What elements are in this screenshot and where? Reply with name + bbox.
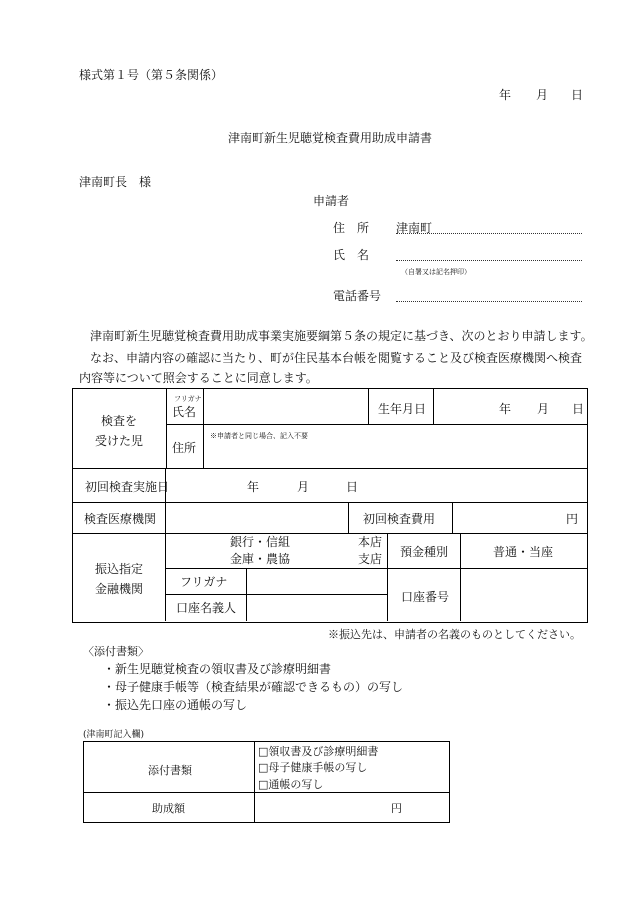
table-line [254, 741, 255, 822]
account-number-field[interactable] [462, 570, 584, 619]
child-name-field[interactable] [205, 390, 367, 422]
table-line [387, 533, 388, 621]
transfer-label-2: 金融機関 [95, 582, 144, 596]
table-line [166, 388, 167, 468]
table-line [387, 568, 587, 569]
date-month-label: 月 [536, 88, 549, 102]
checkbox-passbook[interactable]: □通帳の写し [258, 778, 324, 791]
birth-day-label: 日 [572, 402, 585, 416]
bank-type-line1: 銀行・信組 [230, 535, 291, 549]
branch-line2: 支店 [358, 552, 383, 566]
first-exam-year-label: 年 [247, 480, 260, 494]
first-exam-cost-yen: 円 [566, 512, 579, 526]
applicant-label: 申請者 [313, 194, 350, 208]
table-line [460, 533, 461, 621]
subsidy-yen: 円 [391, 802, 402, 815]
table-line [72, 502, 587, 503]
phone-field[interactable] [396, 301, 582, 302]
date-day-label: 日 [571, 88, 584, 102]
first-exam-day-label: 日 [346, 480, 359, 494]
attachment-item: ・新生児聴覚検査の領収書及び診療明細書 [103, 662, 332, 676]
attachment-item: ・振込先口座の通帳の写し [103, 698, 248, 712]
examined-child-label-1: 検査を [101, 414, 138, 428]
branch-line1: 本店 [358, 535, 383, 549]
table-line [165, 533, 166, 621]
child-name-label: 氏名 [172, 405, 197, 419]
account-holder-label: 口座名義人 [176, 601, 237, 615]
town-attached-docs-label: 添付書類 [148, 764, 192, 777]
account-holder-field[interactable] [248, 596, 385, 619]
account-number-label: 口座番号 [401, 590, 450, 604]
table-line [166, 424, 587, 425]
name-field[interactable] [396, 260, 582, 261]
table-line [452, 502, 453, 533]
checkbox-maternal-handbook[interactable]: □母子健康手帳の写し [258, 761, 368, 774]
furigana-field[interactable] [248, 570, 385, 592]
deposit-type-label: 預金種別 [400, 545, 449, 559]
transfer-label-1: 振込指定 [95, 562, 144, 576]
body-paragraph-2-line1: なお、申請内容の確認に当たり、町が住民基本台帳を閲覧すること及び検査医療機関へ検査 [90, 351, 583, 365]
furigana-label: フリガナ [180, 575, 228, 589]
furigana-small-label: フリガナ [174, 395, 202, 403]
birth-year-label: 年 [499, 402, 512, 416]
table-line [166, 594, 387, 595]
applicant-address-label: 住 所 [333, 221, 370, 235]
address-underline [396, 233, 582, 234]
table-line [72, 533, 587, 534]
examined-child-label-2: 受けた児 [95, 434, 144, 448]
table-line [348, 502, 349, 533]
first-exam-cost-label: 初回検査費用 [363, 512, 436, 526]
first-exam-cost-field[interactable] [454, 504, 562, 531]
attachment-item: ・母子健康手帳等（検査結果が確認できるもの）の写し [103, 680, 404, 694]
table-line [166, 568, 387, 569]
body-paragraph-2-line2: 内容等について照会することに同意します。 [79, 371, 318, 385]
applicant-address-value[interactable]: 津南町 [396, 221, 433, 235]
applicant-name-label: 氏 名 [333, 248, 370, 262]
child-address-note: ※申請者と同じ場合、記入不要 [210, 432, 308, 440]
date-year-label: 年 [499, 88, 512, 102]
subsidy-amount-label: 助成額 [152, 802, 185, 815]
exam-institution-field[interactable] [167, 504, 346, 531]
signature-note: （自署又は記名押印） [401, 268, 471, 276]
first-exam-date-label: 初回検査実施日 [85, 480, 170, 494]
transfer-note: ※振込先は、申請者の名義のものとしてください。 [328, 628, 581, 641]
form-number: 様式第１号（第５条関係） [79, 68, 224, 82]
table-line [433, 388, 434, 424]
body-paragraph-1: 津南町新生児聴覚検査費用助成事業実施要綱第５条の規定に基づき、次のとおり申請します。 [90, 329, 593, 343]
table-line [83, 792, 449, 793]
deposit-type-value[interactable]: 普通・当座 [493, 545, 554, 559]
town-section-heading: (津南町記入欄) [83, 730, 145, 740]
birth-month-label: 月 [537, 402, 550, 416]
child-address-label: 住所 [172, 441, 197, 455]
table-line [165, 502, 166, 533]
addressee: 津南町長 様 [79, 175, 152, 189]
bank-type-line2: 金庫・農協 [230, 552, 291, 566]
table-line [203, 388, 204, 468]
table-line [246, 568, 247, 621]
attachments-heading: 〈添付書類〉 [83, 645, 149, 658]
first-exam-month-label: 月 [297, 480, 310, 494]
table-line [72, 468, 587, 469]
table-line [368, 388, 369, 424]
page-title: 津南町新生児聴覚検査費用助成申請書 [228, 131, 433, 145]
applicant-phone-label: 電話番号 [333, 289, 382, 303]
exam-institution-label: 検査医療機関 [84, 512, 157, 526]
birthdate-label: 生年月日 [378, 402, 427, 416]
child-address-field[interactable] [205, 426, 585, 466]
checkbox-receipt[interactable]: □領収書及び診療明細書 [258, 745, 379, 758]
